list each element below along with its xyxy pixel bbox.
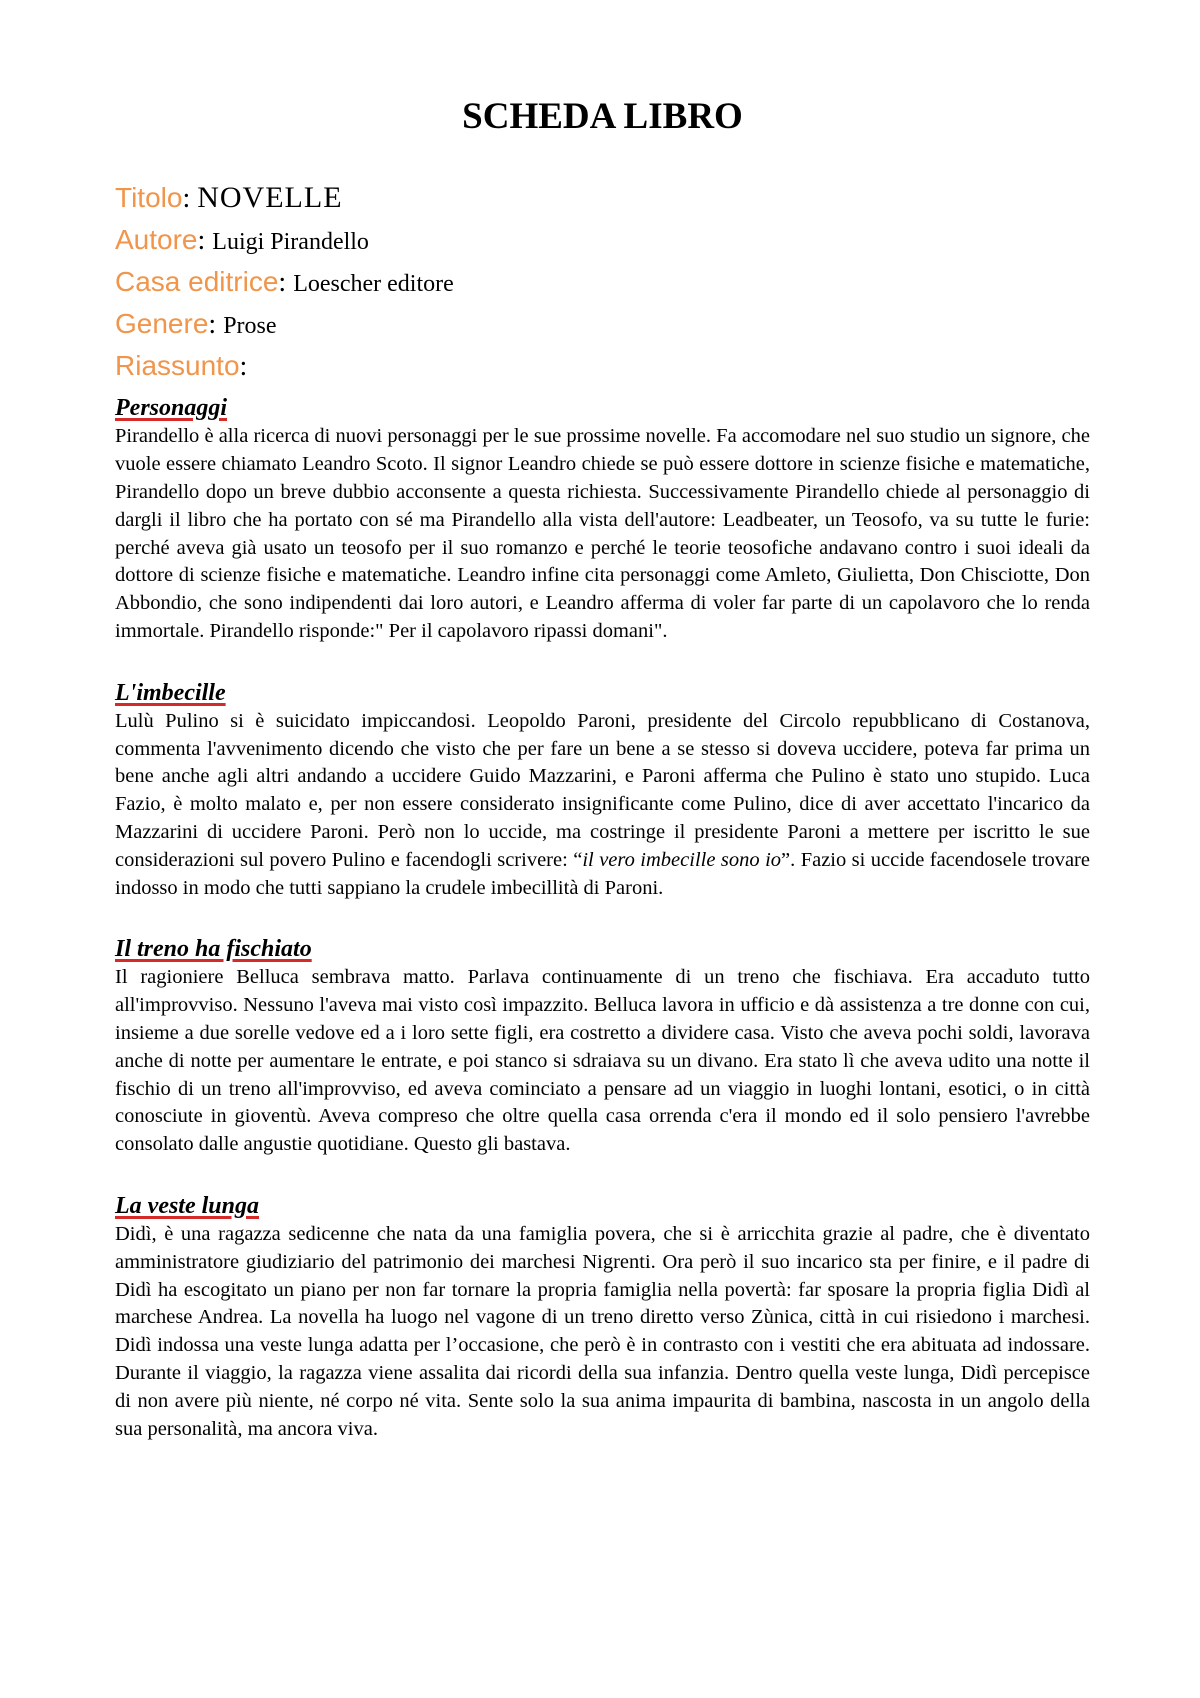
meta-riassunto: Riassunto: xyxy=(115,350,248,383)
meta-genere: Genere: Prose xyxy=(115,308,277,341)
genere-value: Prose xyxy=(223,313,277,340)
genere-label: Genere xyxy=(115,308,209,340)
section-heading: La veste lunga xyxy=(115,1192,259,1219)
titolo-value: NOVELLE xyxy=(197,181,343,215)
section-text: Pirandello è alla ricerca di nuovi personaggi per le sue prossime novelle. Fa accomodare nel suo studio un signore, che vuole essere chiamato Leandro Scoto. Il signor Leandro chiede se può essere dottore in scienze fisiche e matematiche, Pirandello dopo un breve dubbio acconsente a questa richiesta. Successivamente Pirandello chiede al personaggio di dargli il libro che ha portato con sé ma Pirandello alla vista dell'autore: Leadbeater, un Teosofo, va su tutte le furie: perché aveva già usato un teosofo per il suo romanzo e perché le teorie teosofiche andavano contro i suoi ideali da dottore di scienze fisiche e matematiche. Leandro infine cita personaggi come Amleto, Giulietta, Don Chisciotte, Don Abbondio, che sono indipendenti dai loro autori, e Leandro afferma di voler far parte di un capolavoro che lo renda immortale. Pirandello risponde:" Per il capolavoro ripassi domani". xyxy=(115,425,1090,642)
document-page xyxy=(115,95,1090,1443)
book-metadata xyxy=(115,179,1090,389)
section-treno xyxy=(115,930,1090,1159)
casa-editrice-value: Loescher editore xyxy=(293,271,454,298)
section-heading: L'imbecille xyxy=(115,679,226,706)
riassunto-label: Riassunto xyxy=(115,350,240,382)
section-personaggi xyxy=(115,389,1090,645)
autore-value: Luigi Pirandello xyxy=(212,229,369,256)
text-before-quote: Lulù Pulino si è suicidato impiccandosi. Leopoldo Paroni, presidente del Circolo repubblicano di Costanova, commenta l'avvenimento dicendo che visto che per fare un bene a se stesso si doveva uccidere, poteva far prima un bene anche agli altri andando a uccidere Guido Mazzarini, e Paroni afferma che Pulino è stato uno stupido. Luca Fazio, è molto malato e, per non essere considerato insignificante come Pulino, dice di aver accettato l'incarico da Mazzarini di uccidere Paroni. Però non lo uccide, ma costringe il presidente Paroni a mettere per iscritto le sue considerazioni sul povero Pulino e facendogli scrivere: “ xyxy=(115,709,1090,871)
text-after-quote: ”. Fazio si uccide facendosele trovare indosso in modo che tutti sappiano la crudele imbecillità di Paroni. xyxy=(115,848,1090,899)
meta-titolo: Titolo: NOVELLE xyxy=(115,181,343,215)
section-imbecille xyxy=(115,674,1090,903)
section-heading: Personaggi xyxy=(115,395,228,422)
meta-casa-editrice: Casa editrice: Loescher editore xyxy=(115,266,454,299)
casa-editrice-label: Casa editrice xyxy=(115,266,279,298)
section-text xyxy=(115,708,1090,903)
quote-text: il vero imbecille sono io xyxy=(582,848,782,871)
section-heading: Il treno ha fischiato xyxy=(115,936,312,963)
document-title: SCHEDA LIBRO xyxy=(462,96,743,137)
meta-autore: Autore: Luigi Pirandello xyxy=(115,224,369,257)
section-text: Didì, è una ragazza sedicenne che nata da una famiglia povera, che si è arricchita grazie al padre, che è diventato amministratore giudiziario del patrimonio dei marchesi Nigrenti. Ora però il suo incarico sta per finire, e il padre di Didì ha escogitato un piano per non far tornare la propria famiglia nella povertà: far sposare la propria figlia Didì al marchese Andrea. La novella ha luogo nel vagone di un treno diretto verso Zùnica, città in cui risiedono i marchesi. Didì indossa una veste lunga adatta per l’occasione, che però è in contrasto con i vestiti che era abituata ad indossare. Durante il viaggio, la ragazza viene assalita dai ricordi della sua infanzia. Dentro quella veste lunga, Didì percepisce di non avere più niente, né corpo né vita. Sente solo la sua anima impaurita di bambina, nascosta in un angolo della sua personalità, ma ancora viva. xyxy=(115,1222,1090,1440)
autore-label: Autore xyxy=(115,224,198,256)
section-veste-lunga xyxy=(115,1187,1090,1443)
section-text: Il ragioniere Belluca sembrava matto. Parlava continuamente di un treno che fischiava. Era accaduto tutto all'improvviso. Nessuno l'aveva mai visto così impazzito. Belluca lavora in ufficio e dà assistenza a tre donne con cui, insieme a due sorelle vedove ed a i loro sette figli, era costretto a dividere casa. Visto che aveva pochi soldi, lavorava anche di notte per aumentare le entrate, e poi stanco si sdraiava su un divano. Era stato lì che aveva udito una notte il fischio di un treno all'improvviso, ed aveva cominciato a pensare ad un viaggio in luoghi lontani, esotici, o in città conosciute in gioventù. Aveva compreso che oltre quella casa orrenda c'era il mondo ed il solo pensiero l'avrebbe consolato dalle angustie quotidiane. Questo gli bastava. xyxy=(115,966,1090,1156)
titolo-label: Titolo xyxy=(115,182,183,214)
